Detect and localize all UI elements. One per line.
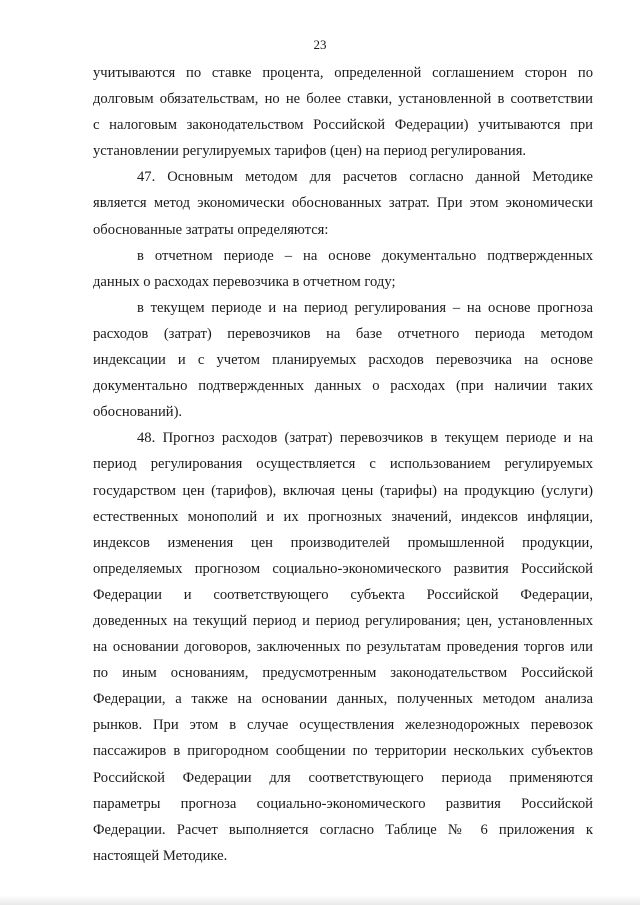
text-line: индексации и с учетом планируемых расходов перевозчика на основе [93, 352, 593, 369]
text-line: установлении регулируемых тарифов (цен) на период регулирования. [93, 143, 527, 160]
text-line: с налоговым законодательством Российской Федерации) учитываются при [93, 117, 593, 134]
text-line: параметры прогноза социально-экономического развития Российской [93, 795, 593, 812]
text-line: индексов изменения цен производителей промышленной продукции, [93, 534, 593, 551]
text-line: Федерации, а также на основании данных, полученных методом анализа [93, 691, 593, 708]
text-line: является метод экономически обоснованных затрат. При этом экономически [93, 195, 593, 212]
text-line: рынков. При этом в случае осуществления железнодорожных перевозок [93, 717, 593, 734]
text-line: в текущем периоде и на период регулирования – на основе прогноза [137, 299, 593, 316]
text-line: 47. Основным методом для расчетов согласно данной Методике [137, 169, 593, 186]
text-line: долговым обязательствам, но не более ставки, установленной в соответствии [93, 91, 593, 108]
text-line: пассажиров в пригородном сообщении по территории нескольких субъектов [93, 743, 593, 760]
text-line: определяемых прогнозом социально-экономического развития Российской [93, 560, 593, 577]
page-number: 23 [313, 37, 327, 52]
page-bottom-edge [0, 895, 640, 905]
body-text [93, 60, 593, 869]
text-line: обоснований). [93, 404, 183, 421]
text-line: 48. Прогноз расходов (затрат) перевозчиков в текущем периоде и на [137, 430, 593, 447]
text-line: расходов (затрат) перевозчиков на базе отчетного периода методом [93, 325, 593, 342]
text-line: обоснованные затраты определяются: [93, 221, 329, 238]
text-line: государством цен (тарифов), включая цены (тарифы) на продукцию (услуги) [93, 482, 593, 499]
text-line: документально подтвержденных данных о расходах (при наличии таких [93, 378, 593, 395]
text-line: Российской Федерации для соответствующего периода применяются [93, 769, 593, 786]
text-line: по иным основаниям, предусмотренным законодательством Российской [93, 665, 593, 682]
text-line: естественных монополий и их прогнозных значений, индексов инфляции, [93, 508, 593, 525]
text-line: на основании договоров, заключенных по результатам проведения торгов или [93, 639, 593, 656]
text-line: учитываются по ставке процента, определенной соглашением сторон по [93, 65, 593, 81]
text-line: настоящей Методике. [93, 847, 228, 864]
text-line: Федерации и соответствующего субъекта Российской Федерации, [93, 586, 593, 603]
text-line: данных о расходах перевозчика в отчетном году; [93, 273, 396, 290]
text-line: доведенных на текущий период и период регулирования; цен, установленных [93, 612, 593, 629]
text-line: период регулирования осуществляется с использованием регулируемых [93, 456, 593, 473]
text-line: в отчетном периоде – на основе документально подтвержденных [137, 247, 593, 264]
text-line: Федерации. Расчет выполняется согласно Таблице № 6 приложения к [93, 821, 593, 838]
